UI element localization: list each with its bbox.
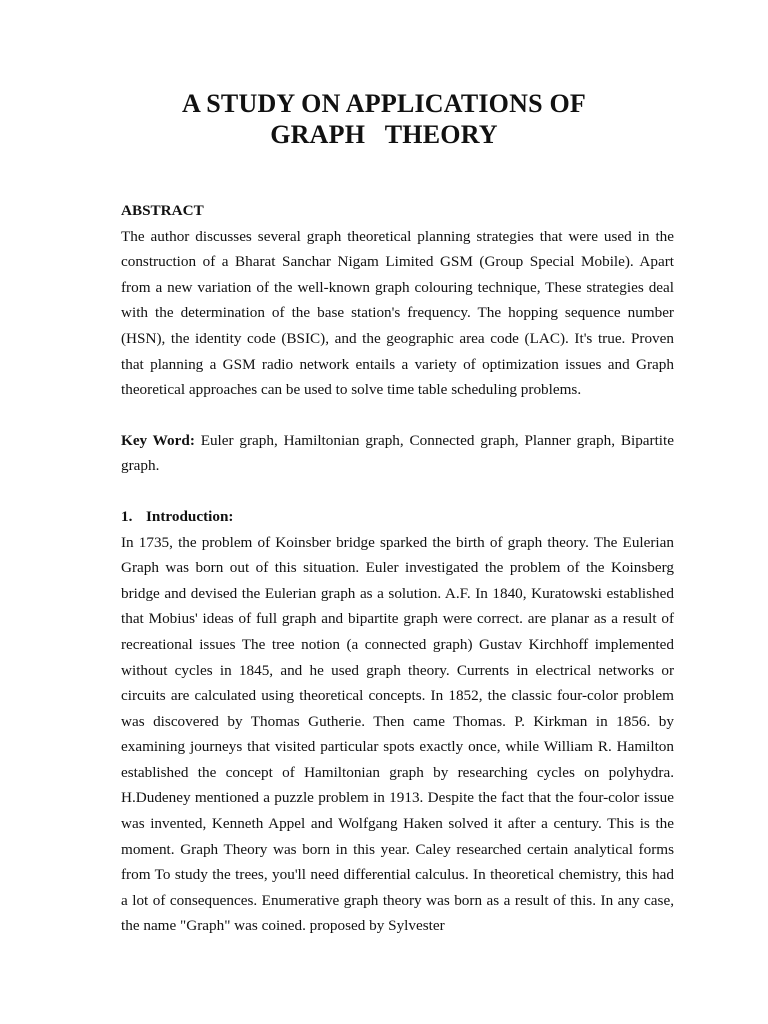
paper-body (121, 198, 674, 939)
keywords-text: Euler graph, Hamiltonian graph, Connected graph, Planner graph, Bipartite graph. (121, 431, 674, 475)
introduction-heading (121, 504, 674, 530)
introduction-text: In 1735, the problem of Koinsber bridge sparked the birth of graph theory. The Eulerian Graph was born out of this situation. Euler investigated the problem of the Koinsberg bridge and devised the Eulerian graph as a solution. A.F. In 1840, Kuratowski established that Mobius' ideas of full graph and bipartite graph were correct. are planar as a result of recreational issues The tree notion (a connected graph) Gustav Kirchhoff implemented without cycles in 1845, and he used graph theory. Currents in electrical networks or circuits are calculated using theoretical concepts. In 1852, the classic four-color problem was discovered by Thomas Gutherie. Then came Thomas. P. Kirkman in 1856. by examining journeys that visited particular spots exactly once, while William R. Hamilton established the concept of Hamiltonian graph by researching cycles on polyhydra. H.Dudeney mentioned a puzzle problem in 1913. Despite the fact that the four-color issue was invented, Kenneth Appel and Wolfgang Haken solved it after a century. This is the moment. Graph Theory was born in this year. Caley researched certain analytical forms from To study the trees, you'll need differential calculus. In theoretical chemistry, this had a lot of consequences. Enumerative graph theory was born as a result of this. In any case, the name "Graph" was coined. proposed by Sylvester (121, 533, 674, 935)
keywords-paragraph (121, 428, 674, 479)
spacer (121, 479, 674, 504)
section-number: 1. (121, 507, 133, 525)
section-title: Introduction: (146, 507, 234, 525)
title-line-1: A STUDY ON APPLICATIONS OF (182, 89, 586, 118)
keywords-label: Key Word: (121, 431, 195, 449)
abstract-text: The author discusses several graph theoretical planning strategies that were used in the construction of a Bharat Sanchar Nigam Limited GSM (Group Special Mobile). Apart from a new variation of the well-known graph colouring technique, These strategies deal with the determination of the base station's frequency. The hopping sequence number (HSN), the identity code (BSIC), and the geographic area code (LAC). It's true. Proven that planning a GSM radio network entails a variety of optimization issues and Graph theoretical approaches can be used to solve time table scheduling problems. (121, 227, 674, 399)
abstract-heading: ABSTRACT (121, 202, 204, 219)
paper-title (0, 88, 768, 150)
title-line-2: GRAPH THEORY (270, 120, 498, 149)
spacer (121, 403, 674, 428)
